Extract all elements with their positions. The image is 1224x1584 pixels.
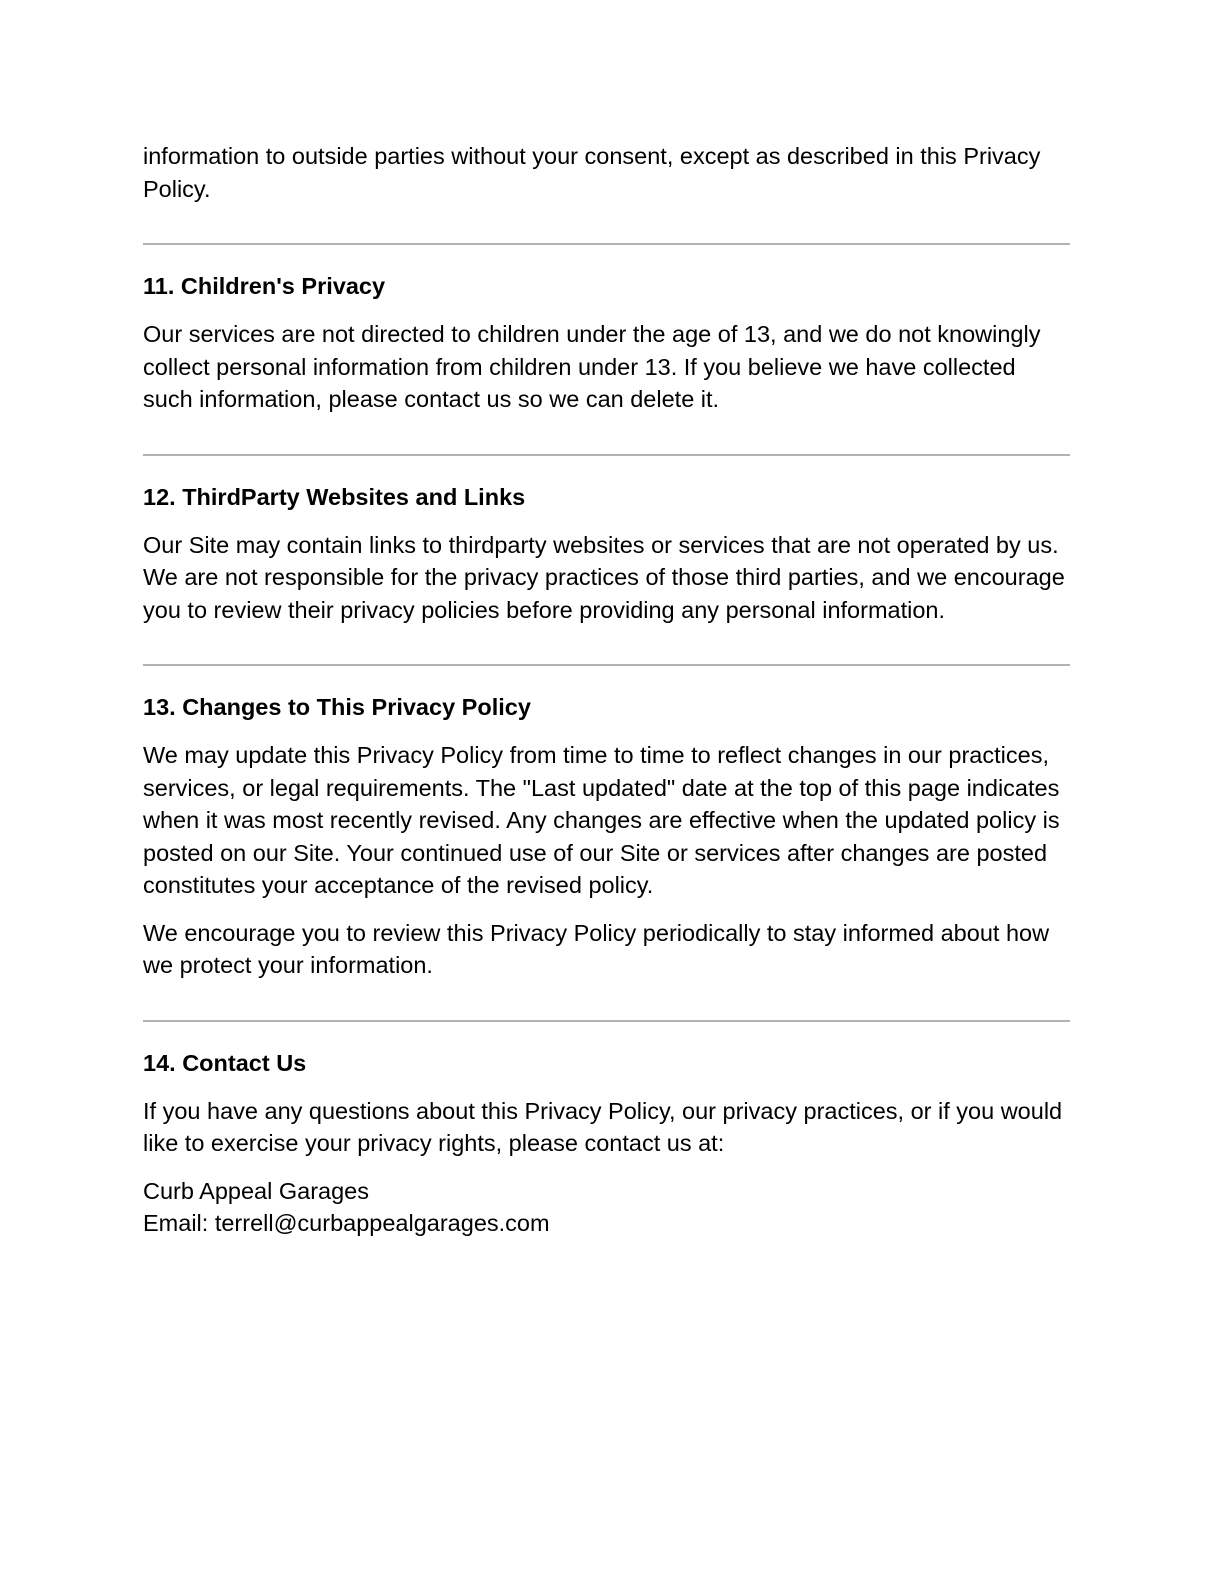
section-paragraph: We may update this Privacy Policy from time to time to reflect changes in our practices, services, or legal requirements. The "Last updated" date at the top of this page indicates when it was most recently revised. Any changes are effective when the updated policy is posted on our Site. Your continued use of our Site or services after changes are posted constitutes your acceptance of the revised policy. xyxy=(143,742,1060,898)
section-paragraph: If you have any questions about this Privacy Policy, our privacy practices, or if you would like to exercise your privacy rights, please contact us at: xyxy=(143,1097,1063,1156)
company-name: Curb Appeal Garages xyxy=(143,1177,370,1204)
section-contact-us xyxy=(143,1022,1070,1278)
section-paragraph: Our Site may contain links to thirdparty websites or services that are not operated by us. We are not responsible for the privacy practices of those third parties, and we encourage you to review their privacy policies before providing any personal information. xyxy=(143,531,1065,623)
section-policy-changes xyxy=(143,666,1070,1020)
section-paragraph: We encourage you to review this Privacy Policy periodically to stay informed about how we protect your information. xyxy=(143,919,1050,978)
section-heading: 14. Contact Us xyxy=(143,1049,307,1076)
section-heading: 13. Changes to This Privacy Policy xyxy=(143,694,531,720)
document-page xyxy=(143,140,1070,1278)
section-childrens-privacy xyxy=(143,245,1070,454)
contact-details xyxy=(143,1175,1070,1240)
section-third-party-links xyxy=(143,456,1070,665)
section-heading: 12. ThirdParty Websites and Links xyxy=(143,483,526,510)
section-paragraph: Our services are not directed to children under the age of 13, and we do not knowingly collect personal information from children under 13. If you believe we have collected such information, please contact us so we can delete it. xyxy=(143,321,1041,412)
section-heading: 11. Children's Privacy xyxy=(143,273,386,299)
contact-email[interactable]: Email: terrell@curbappealgarages.com xyxy=(143,1210,550,1236)
intro-paragraph: information to outside parties without your consent, except as described in this Privacy Policy. xyxy=(143,143,1041,202)
